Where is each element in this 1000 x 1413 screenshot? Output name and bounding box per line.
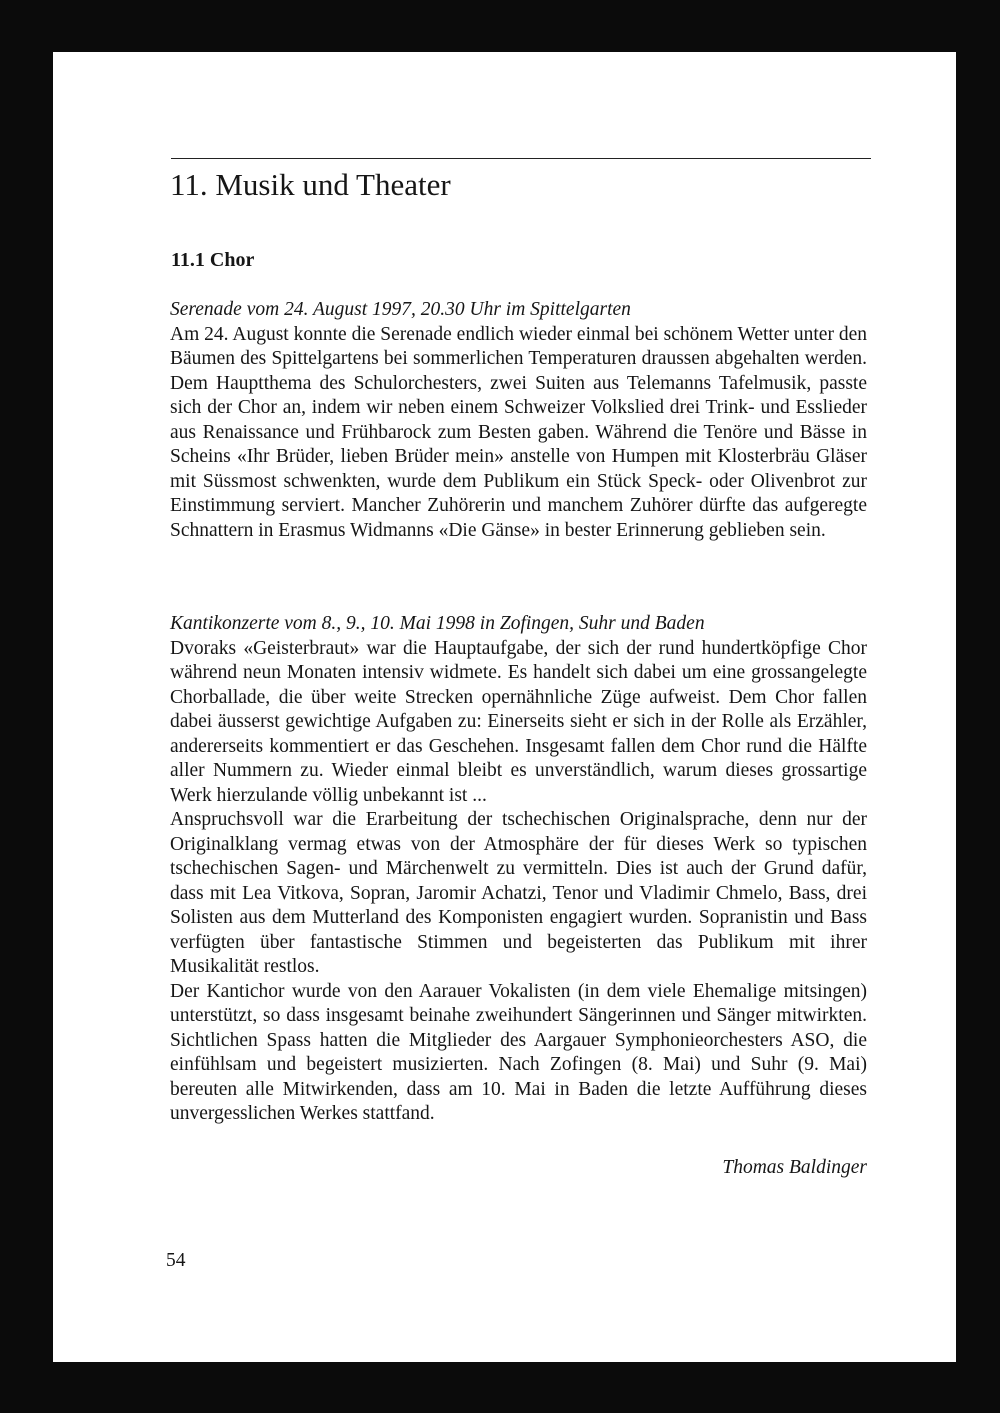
article-paragraph: Anspruchsvoll war die Erarbeitung der tschechischen Originalsprache, denn nur der Originalklang vermag etwas von der Atmosphäre der für dieses Werk so typischen tschechischen Sagen- und Märchenwelt zu vermitteln. Dies ist auch der Grund dafür, dass mit Lea Vitkova, Sopran, Jaromir Achatzi, Tenor und Vladimir Chmelo, Bass, drei Solisten aus dem Mutterland des Komponisten engagiert wurden. Sopranistin und Bass verfügten über fantastische Stimmen und begeisterten das Publikum mit ihrer Musikalität restlos. (170, 809, 867, 977)
article-heading: Serenade vom 24. August 1997, 20.30 Uhr im Spittelgarten (170, 299, 631, 320)
article-heading: Kantikonzerte vom 8., 9., 10. Mai 1998 in Zofingen, Suhr und Baden (170, 613, 705, 634)
chapter-title: 11. Musik und Theater (170, 167, 451, 202)
article-serenade (170, 298, 867, 543)
section-title: 11.1 Chor (171, 249, 255, 271)
article-paragraph: Dvoraks «Geisterbraut» war die Hauptaufgabe, der sich der rund hundertköpfige Chor während neun Monaten intensiv widmete. Es handelt sich dabei um eine grossangelegte Chorballade, die über weite Strecken opernähnliche Züge aufweist. Dem Chor fallen dabei äusserst gewichtige Aufgaben zu: Einerseits sieht er sich in der Rolle als Erzähler, andererseits kommentiert er das Geschehen. Insgesamt fallen dem Chor rund die Hälfte aller Nummern zu. Wieder einmal bleibt es unverständlich, warum dieses grossartige Werk hierzulande völlig unbekannt ist ... (170, 637, 867, 806)
article-paragraph: Der Kantichor wurde von den Aarauer Vokalisten (in dem viele Ehemalige mitsingen) unterstützt, so dass insgesamt beinahe zweihundert Sängerinnen und Sänger mitwirkten. Sichtlichen Spass hatten die Mitglieder des Aargauer Symphonieorchesters ASO, die einfühlsam und begeistert musizierten. Nach Zofingen (8. Mai) und Suhr (9. Mai) bereuten alle Mitwirkenden, dass am 10. Mai in Baden die letzte Aufführung dieses unvergesslichen Werkes stattfand. (170, 980, 867, 1124)
document-page (53, 52, 956, 1362)
article-paragraph: Am 24. August konnte die Serenade endlich wieder einmal bei schönem Wetter unter den Bäumen des Spittelgartens bei sommerlichen Temperaturen draussen abgehalten werden. Dem Hauptthema des Schulorchesters, zwei Suiten aus Telemanns Tafelmusik, passte sich der Chor an, indem wir neben einem Schweizer Volkslied drei Trink- und Esslieder aus Renaissance und Frühbarock zum Besten gaben. Während die Tenöre und Bässe in Scheins «Ihr Brüder, lieben Brüder mein» anstelle von Humpen mit Klosterbräu Gläser mit Süssmost schwenkten, wurde dem Publikum ein Stück Speck- oder Olivenbrot zur Einstimmung serviert. Mancher Zuhörerin und manchem Zuhörer dürfte das aufgeregte Schnattern in Erasmus Widmanns «Die Gänse» in bester Erinnerung geblieben sein. (170, 323, 867, 541)
author-signature: Thomas Baldinger (722, 1157, 867, 1178)
chapter-rule (171, 158, 871, 159)
page-number: 54 (166, 1250, 186, 1271)
article-kantikonzerte (170, 612, 867, 1127)
